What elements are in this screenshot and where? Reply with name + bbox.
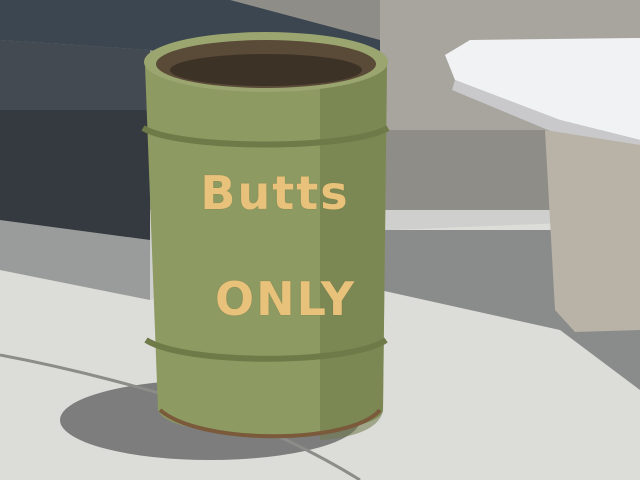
- table-leg: [545, 130, 640, 332]
- sign-line-only: ONLY: [215, 272, 357, 326]
- sign-line-butts: Butts: [200, 166, 350, 220]
- can-interior: [170, 54, 362, 86]
- bench-shadow-area: [0, 110, 150, 240]
- can-side-shade: [320, 50, 387, 440]
